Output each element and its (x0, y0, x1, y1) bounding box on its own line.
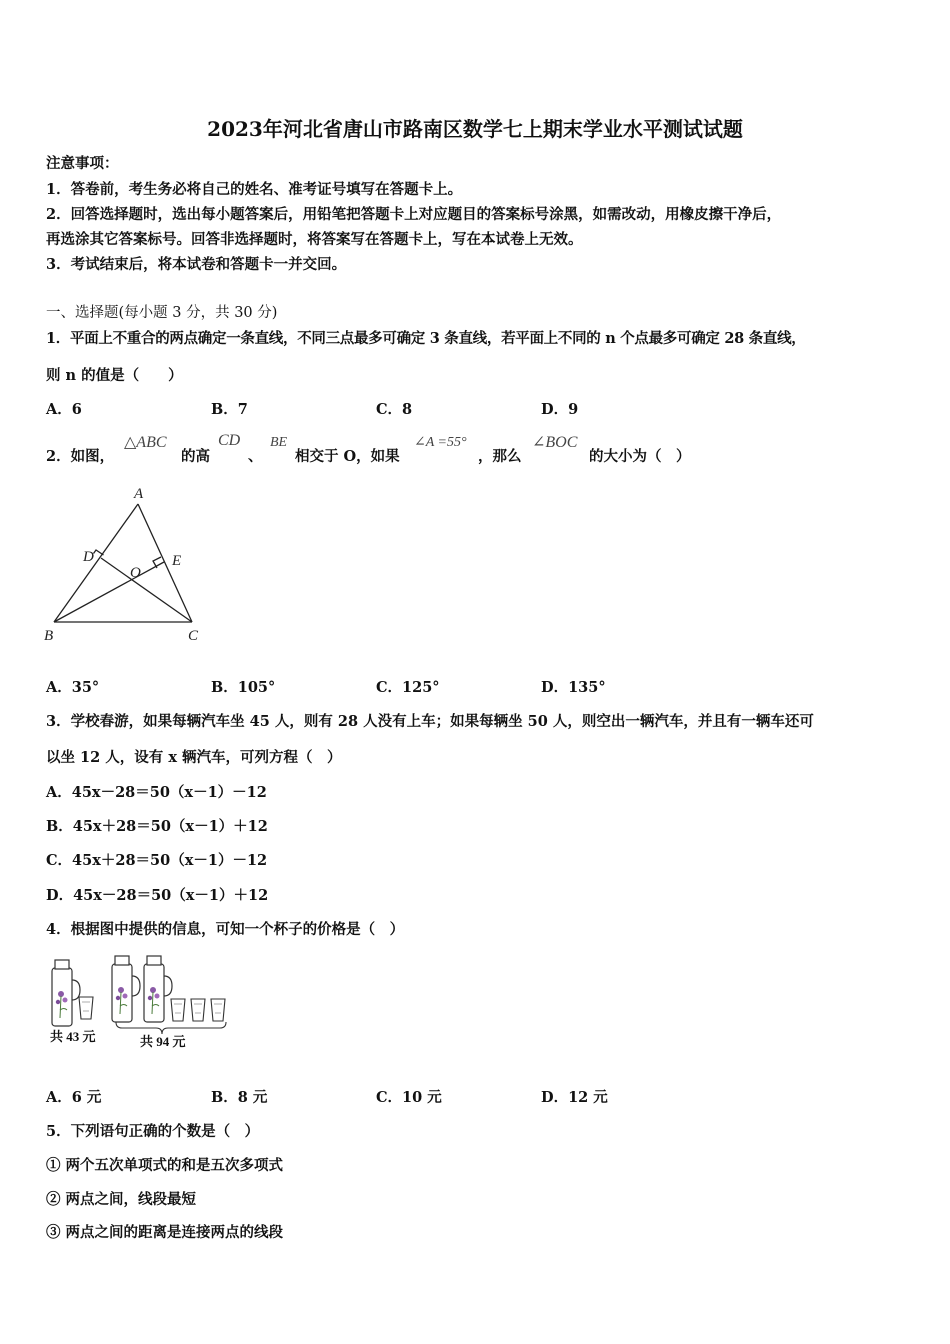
q1-option-d: D．9 (541, 401, 579, 418)
notice-item: 再选涂其它答案标号。回答非选择题时，将答案写在答题卡上，写在本试卷上无效。 (46, 231, 583, 248)
q2-math-angle-a: ∠A =55° (414, 435, 467, 450)
notice-heading: 注意事项： (46, 155, 119, 172)
notice-item: 3．考试结束后，将本试卷和答题卡一并交回。 (46, 256, 347, 273)
q2-stem-part: ，那么 (478, 448, 522, 465)
cup-icon (211, 999, 225, 1021)
q3-stem-line1: 3．学校春游，如果每辆汽车坐 45 人，则有 28 人没有上车；如果每辆坐 50 人，则空出一辆汽车，并且有一辆车还可 (46, 713, 814, 730)
label-e: E (172, 553, 182, 569)
thermos-icon (52, 960, 80, 1026)
q4-option-d: D．12 元 (541, 1089, 608, 1106)
section-heading: 一、选择题(每小题 3 分，共 30 分) (46, 305, 278, 321)
q2-stem-part: 2．如图， (46, 448, 115, 465)
q2-option-b: B．105° (211, 679, 276, 696)
q2-math-angle-boc: ∠BOC (532, 434, 578, 451)
q2-math-triangle: △ABC (124, 434, 167, 451)
notice-item: 1．答卷前，考生务必将自己的姓名、准考证号填写在答题卡上。 (46, 181, 463, 198)
edge-ac (138, 504, 192, 622)
q5-statement: ① 两个五次单项式的和是五次多项式 (46, 1157, 284, 1174)
thermos-icon (144, 956, 172, 1022)
q1-option-a: A．6 (46, 401, 82, 418)
q4-option-c: C．10 元 (376, 1089, 442, 1106)
q5-statement: ② 两点之间，线段最短 (46, 1191, 197, 1208)
label-b: B (44, 628, 54, 644)
q1-option-b: B．7 (211, 401, 248, 418)
thermos-icon (112, 956, 140, 1022)
q2-stem-part: 、 (248, 448, 263, 465)
q2-stem-part: 的高 (181, 448, 210, 465)
label-c: C (188, 628, 199, 644)
page-title: 2023年河北省唐山市路南区数学七上期末学业水平测试试题 (207, 117, 743, 141)
cup-icon (79, 997, 93, 1019)
label-43: 共 43 元 (50, 1029, 96, 1044)
q3-option-c: C．45x＋28＝50（x－1）－12 (46, 852, 268, 869)
cup-icon (191, 999, 205, 1021)
q1-option-c: C．8 (376, 401, 413, 418)
label-94: 共 94 元 (140, 1034, 186, 1049)
q3-option-a: A．45x－28＝50（x－1）－12 (46, 784, 267, 801)
q4-option-b: B．8 元 (211, 1089, 268, 1106)
q2-stem-part: 相交于 O，如果 (295, 448, 400, 465)
q2-option-d: D．135° (541, 679, 606, 696)
q2-option-a: A．35° (46, 679, 100, 696)
triangle-figure (40, 482, 220, 647)
q3-option-b: B．45x＋28＝50（x－1）＋12 (46, 818, 268, 835)
cup-icon (171, 999, 185, 1021)
q1-stem-line1: 1．平面上不重合的两点确定一条直线，不同三点最多可确定 3 条直线，若平面上不同的 n 个点最多可确定 28 条直线， (46, 330, 806, 347)
q4-option-a: A．6 元 (46, 1089, 102, 1106)
q5-statement: ③ 两点之间的距离是连接两点的线段 (46, 1224, 284, 1241)
altitude-be (54, 562, 164, 622)
edge-ab (54, 504, 138, 622)
notice-item: 2．回答选择题时，选出每小题答案后，用铅笔把答题卡上对应题目的答案标号涂黑，如需改动，用橡皮擦干净后， (46, 206, 782, 223)
q2-math-be: BE (270, 435, 288, 450)
cups-figure (44, 950, 244, 1055)
label-d: D (83, 549, 94, 565)
q2-stem-part: 的大小为（ ） (589, 448, 691, 465)
group-brace (116, 1022, 226, 1034)
q2-option-c: C．125° (376, 679, 440, 696)
label-o: O (130, 565, 141, 581)
label-a: A (134, 486, 144, 502)
q1-stem-line2: 则 n 的值是（ ） (46, 367, 183, 384)
q4-stem: 4．根据图中提供的信息，可知一个杯子的价格是（ ） (46, 921, 405, 938)
q3-option-d: D．45x－28＝50（x－1）＋12 (46, 887, 269, 904)
q5-stem: 5．下列语句正确的个数是（ ） (46, 1123, 260, 1140)
q3-stem-line2: 以坐 12 人，设有 x 辆汽车，可列方程（ ） (46, 749, 342, 766)
right-angle-d (94, 550, 104, 555)
q2-math-cd: CD (218, 432, 241, 449)
